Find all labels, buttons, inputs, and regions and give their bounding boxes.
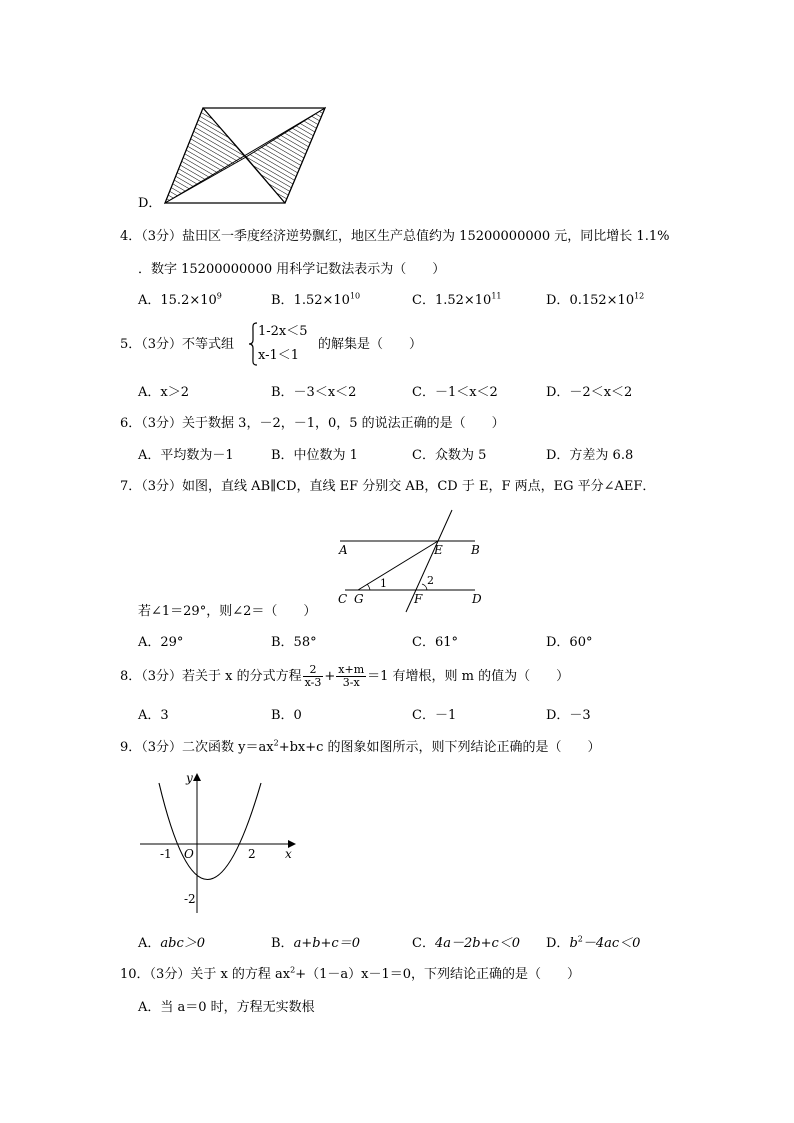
q5-system-brace [248, 322, 258, 370]
q8-option-d[interactable]: D．－3 [546, 708, 591, 723]
q4-option-c[interactable]: C．$1.52\times 10^{11}$ [412, 291, 502, 308]
q9-option-c[interactable]: C．4a－2b+c＜0 [412, 936, 521, 951]
q7-option-c[interactable]: C．61° [412, 635, 458, 650]
label-E: E [434, 543, 443, 557]
graph-label-origin: O [184, 847, 194, 861]
q3-option-d-label: D． [138, 196, 162, 211]
q6-option-c[interactable]: C．众数为 5 [412, 448, 487, 463]
q10-option-a[interactable]: A．当 a＝0 时，方程无实数根 [138, 1000, 315, 1015]
label-G: G [354, 592, 364, 606]
q5-option-b[interactable]: B．－3＜x＜2 [271, 385, 357, 400]
q7-option-b[interactable]: B．58° [271, 635, 317, 650]
q6-option-b[interactable]: B．中位数为 1 [271, 448, 358, 463]
label-D: D [472, 592, 482, 606]
label-B: B [471, 543, 480, 557]
q7-option-d[interactable]: D．60° [546, 635, 593, 650]
q8-fraction-2: $\frac{x+m}{3-x}$ [338, 663, 365, 689]
q5-stem-prefix: 5．（3分）不等式组 [120, 337, 235, 352]
q9-graph [135, 768, 305, 918]
q4-option-d[interactable]: D．$0.152\times 10^{12}$ [546, 291, 645, 308]
q4-stem-line2: ．数字 15200000000 用科学记数法表示为（ ） [138, 262, 446, 277]
parallel-lines-figure [330, 505, 500, 615]
q6-option-a[interactable]: A．平均数为－1 [138, 448, 234, 463]
q8-stem-suffix: ＝1 有增根，则 m 的值为（ ） [367, 669, 570, 684]
q4-stem-line1: 4．（3分）盐田区一季度经济逆势飘红，地区生产总值约为 15200000000 元，同比增长 1.1% [120, 229, 670, 244]
q5-inequality-2: x-1＜1 [258, 348, 300, 363]
q4-option-a[interactable]: A．$15.2\times 10^9$ [138, 291, 222, 308]
q8-option-c[interactable]: C．－1 [412, 708, 457, 723]
q8-fraction-1: $\frac{2}{x-3}$ [304, 663, 322, 689]
q9-option-b[interactable]: B．a+b+c＝0 [271, 936, 360, 951]
parallelogram-figure [155, 100, 335, 212]
q5-stem-suffix: 的解集是（ ） [318, 337, 423, 352]
q3-figure [155, 100, 335, 212]
q5-inequality-1: 1-2x＜5 [258, 324, 308, 339]
graph-label-neg2: -2 [184, 892, 196, 906]
q7-option-a[interactable]: A．29° [138, 635, 184, 650]
q8-stem: 8．（3分）若关于 x 的分式方程 $\frac{2}{x-3}$ + $\frac{x+m}{3-x}$ ＝1 有增根，则 m 的值为（ ） [120, 663, 570, 689]
label-2: 2 [427, 574, 434, 587]
q5-option-c[interactable]: C．－1＜x＜2 [412, 385, 498, 400]
q6-stem: 6．（3分）关于数据 3，－2，－1，0，5 的说法正确的是（ ） [120, 416, 505, 431]
q9-option-d[interactable]: D．$b^2-4ac<0$ [546, 934, 641, 951]
graph-label-x: x [285, 847, 292, 861]
q7-stem: 7．（3分）如图，直线 AB∥CD，直线 EF 分别交 AB，CD 于 E，F 两点，EG 平分∠AEF． [120, 479, 656, 494]
q6-option-d[interactable]: D．方差为 6.8 [546, 448, 634, 463]
q7-condition: 若∠1＝29°，则∠2＝（ ） [138, 604, 317, 619]
q9-option-a[interactable]: A．abc＞0 [138, 936, 206, 951]
q9-stem: 9．（3分）二次函数 $y=ax^2+bx+c$ 的图象如图所示，则下列结论正确的是（ ） [120, 738, 601, 755]
label-F: F [414, 592, 423, 606]
parabola-graph [135, 768, 305, 918]
q10-stem: 10．（3分）关于 x 的方程 $ax^2+(1-a)x-1=0$，下列结论正确的是（ ） [120, 965, 581, 982]
q8-option-b[interactable]: B．0 [271, 708, 302, 723]
q7-figure [330, 505, 500, 615]
q5-option-d[interactable]: D．－2＜x＜2 [546, 385, 633, 400]
graph-label-neg1: -1 [160, 847, 172, 861]
graph-label-2: 2 [248, 847, 256, 861]
label-C: C [338, 592, 348, 606]
q8-option-a[interactable]: A．3 [138, 708, 169, 723]
graph-label-y: y [186, 771, 193, 785]
label-1: 1 [380, 577, 387, 590]
label-A: A [339, 543, 348, 557]
q8-stem-prefix: 8．（3分）若关于 x 的分式方程 [120, 669, 302, 684]
q4-option-b[interactable]: B．$1.52\times 10^{10}$ [271, 291, 361, 308]
q5-option-a[interactable]: A．x＞2 [138, 385, 189, 400]
